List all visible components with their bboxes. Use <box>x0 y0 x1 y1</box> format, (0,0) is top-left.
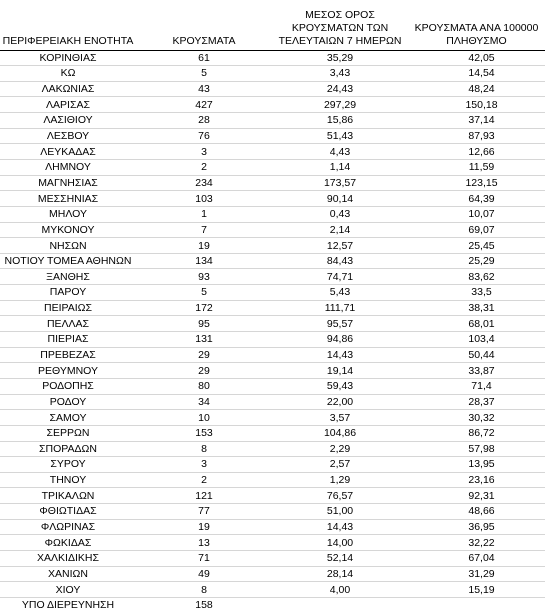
table-row <box>0 551 545 567</box>
cell-avg7: 5,43 <box>272 285 408 301</box>
cell-per100k: 67,04 <box>408 551 545 567</box>
cell-cases: 61 <box>136 50 272 66</box>
header-region: ΠΕΡΙΦΕΡΕΙΑΚΗ ΕΝΟΤΗΤΑ <box>2 34 134 47</box>
table-row <box>0 488 545 504</box>
table-row <box>0 363 545 379</box>
cell-region: ΛΑΚΩΝΙΑΣ <box>0 81 136 97</box>
cell-per100k: 14,54 <box>408 66 545 82</box>
cell-cases: 131 <box>136 332 272 348</box>
cell-avg7: 94,86 <box>272 332 408 348</box>
cell-region: ΚΟΡΙΝΘΙΑΣ <box>0 50 136 66</box>
cell-avg7: 12,57 <box>272 238 408 254</box>
cell-avg7: 2,57 <box>272 457 408 473</box>
cell-cases: 77 <box>136 504 272 520</box>
cell-avg7: 2,14 <box>272 222 408 238</box>
cell-avg7: 4,00 <box>272 582 408 598</box>
cell-region: ΦΛΩΡΙΝΑΣ <box>0 519 136 535</box>
table-row <box>0 472 545 488</box>
header-avg7-line1: ΜΕΣΟΣ ΟΡΟΣ <box>305 8 375 21</box>
table-row <box>0 222 545 238</box>
cell-region: ΞΑΝΘΗΣ <box>0 269 136 285</box>
cell-region: ΠΙΕΡΙΑΣ <box>0 332 136 348</box>
cell-cases: 427 <box>136 97 272 113</box>
cell-per100k: 10,07 <box>408 206 545 222</box>
table-row <box>0 175 545 191</box>
table-row <box>0 269 545 285</box>
cell-region: ΣΥΡΟΥ <box>0 457 136 473</box>
cell-cases: 5 <box>136 66 272 82</box>
header-row <box>0 0 545 50</box>
cell-avg7: 14,43 <box>272 347 408 363</box>
cell-avg7: 14,00 <box>272 535 408 551</box>
cell-region: ΥΠΟ ΔΙΕΡΕΥΝΗΣΗ <box>0 597 136 612</box>
cell-per100k: 123,15 <box>408 175 545 191</box>
cell-region: ΛΑΡΙΣΑΣ <box>0 97 136 113</box>
cell-cases: 29 <box>136 363 272 379</box>
cell-per100k: 36,95 <box>408 519 545 535</box>
cell-per100k: 68,01 <box>408 316 545 332</box>
cell-cases: 8 <box>136 441 272 457</box>
cell-avg7: 1,29 <box>272 472 408 488</box>
cell-avg7: 35,29 <box>272 50 408 66</box>
cell-per100k <box>408 597 545 612</box>
cell-per100k: 31,29 <box>408 566 545 582</box>
cell-region: ΛΕΥΚΑΔΑΣ <box>0 144 136 160</box>
cell-region: ΡΟΔΟΥ <box>0 394 136 410</box>
cell-per100k: 33,87 <box>408 363 545 379</box>
cell-region: ΧΑΝΙΩΝ <box>0 566 136 582</box>
cell-per100k: 28,37 <box>408 394 545 410</box>
cell-cases: 153 <box>136 425 272 441</box>
cell-avg7 <box>272 597 408 612</box>
cell-region: ΦΘΙΩΤΙΔΑΣ <box>0 504 136 520</box>
cell-avg7: 76,57 <box>272 488 408 504</box>
cell-avg7: 0,43 <box>272 206 408 222</box>
cell-per100k: 38,31 <box>408 300 545 316</box>
cell-per100k: 15,19 <box>408 582 545 598</box>
table-body <box>0 50 545 613</box>
cell-cases: 234 <box>136 175 272 191</box>
cell-cases: 1 <box>136 206 272 222</box>
cell-per100k: 13,95 <box>408 457 545 473</box>
cell-cases: 29 <box>136 347 272 363</box>
cell-per100k: 25,45 <box>408 238 545 254</box>
cell-per100k: 11,59 <box>408 159 545 175</box>
cell-avg7: 2,29 <box>272 441 408 457</box>
table-row <box>0 582 545 598</box>
table-row <box>0 535 545 551</box>
cell-cases: 34 <box>136 394 272 410</box>
cell-cases: 43 <box>136 81 272 97</box>
table-row <box>0 159 545 175</box>
cell-region: ΠΕΙΡΑΙΩΣ <box>0 300 136 316</box>
table-row <box>0 378 545 394</box>
cell-per100k: 37,14 <box>408 113 545 129</box>
cell-region: ΤΗΝΟΥ <box>0 472 136 488</box>
cell-region: ΧΙΟΥ <box>0 582 136 598</box>
cell-region: ΡΟΔΟΠΗΣ <box>0 378 136 394</box>
cell-per100k: 12,66 <box>408 144 545 160</box>
cell-per100k: 69,07 <box>408 222 545 238</box>
cell-per100k: 23,16 <box>408 472 545 488</box>
cell-avg7: 14,43 <box>272 519 408 535</box>
cell-avg7: 3,57 <box>272 410 408 426</box>
cell-cases: 3 <box>136 457 272 473</box>
cell-region: ΛΗΜΝΟΥ <box>0 159 136 175</box>
cell-cases: 80 <box>136 378 272 394</box>
cell-avg7: 3,43 <box>272 66 408 82</box>
table-row <box>0 66 545 82</box>
cell-cases: 76 <box>136 128 272 144</box>
cell-cases: 7 <box>136 222 272 238</box>
cell-avg7: 297,29 <box>272 97 408 113</box>
cell-region: ΝΟΤΙΟΥ ΤΟΜΕΑ ΑΘΗΝΩΝ <box>0 253 136 269</box>
header-avg7-line3: ΤΕΛΕΥΤΑΙΩΝ 7 ΗΜΕΡΩΝ <box>278 34 402 47</box>
cell-avg7: 74,71 <box>272 269 408 285</box>
cell-region: ΜΥΚΟΝΟΥ <box>0 222 136 238</box>
table-row <box>0 597 545 612</box>
cell-avg7: 28,14 <box>272 566 408 582</box>
cell-region: ΜΗΛΟΥ <box>0 206 136 222</box>
cell-per100k: 64,39 <box>408 191 545 207</box>
cell-cases: 134 <box>136 253 272 269</box>
cell-avg7: 15,86 <box>272 113 408 129</box>
cell-cases: 13 <box>136 535 272 551</box>
cell-cases: 103 <box>136 191 272 207</box>
cell-cases: 19 <box>136 519 272 535</box>
cell-avg7: 90,14 <box>272 191 408 207</box>
cell-region: ΛΕΣΒΟΥ <box>0 128 136 144</box>
header-avg7-line2: ΚΡΟΥΣΜΑΤΩΝ ΤΩΝ <box>291 21 389 34</box>
table-row <box>0 316 545 332</box>
cell-per100k: 33,5 <box>408 285 545 301</box>
cell-avg7: 24,43 <box>272 81 408 97</box>
table-row <box>0 97 545 113</box>
cell-avg7: 84,43 <box>272 253 408 269</box>
cell-cases: 2 <box>136 472 272 488</box>
cell-region: ΣΑΜΟΥ <box>0 410 136 426</box>
cell-avg7: 51,43 <box>272 128 408 144</box>
cell-region: ΣΕΡΡΩΝ <box>0 425 136 441</box>
cell-region: ΡΕΘΥΜΝΟΥ <box>0 363 136 379</box>
cell-per100k: 86,72 <box>408 425 545 441</box>
table-row <box>0 238 545 254</box>
cell-per100k: 48,24 <box>408 81 545 97</box>
cell-per100k: 42,05 <box>408 50 545 66</box>
table-row <box>0 410 545 426</box>
table-row <box>0 457 545 473</box>
cell-avg7: 173,57 <box>272 175 408 191</box>
cell-region: ΤΡΙΚΑΛΩΝ <box>0 488 136 504</box>
cell-avg7: 104,86 <box>272 425 408 441</box>
cell-cases: 93 <box>136 269 272 285</box>
cell-region: ΜΑΓΝΗΣΙΑΣ <box>0 175 136 191</box>
cell-per100k: 32,22 <box>408 535 545 551</box>
cell-region: ΠΡΕΒΕΖΑΣ <box>0 347 136 363</box>
cell-per100k: 25,29 <box>408 253 545 269</box>
table-row <box>0 144 545 160</box>
cell-region: ΠΑΡΟΥ <box>0 285 136 301</box>
cell-region: ΝΗΣΩΝ <box>0 238 136 254</box>
table-row <box>0 519 545 535</box>
cell-region: ΛΑΣΙΘΙΟΥ <box>0 113 136 129</box>
cell-cases: 19 <box>136 238 272 254</box>
table-row <box>0 50 545 66</box>
cell-region: ΣΠΟΡΑΔΩΝ <box>0 441 136 457</box>
cell-per100k: 92,31 <box>408 488 545 504</box>
cell-per100k: 83,62 <box>408 269 545 285</box>
table-row <box>0 206 545 222</box>
header-avg7 <box>272 0 408 50</box>
cell-cases: 121 <box>136 488 272 504</box>
cell-avg7: 52,14 <box>272 551 408 567</box>
cell-region: ΠΕΛΛΑΣ <box>0 316 136 332</box>
cell-avg7: 22,00 <box>272 394 408 410</box>
table-row <box>0 394 545 410</box>
cell-region: ΧΑΛΚΙΔΙΚΗΣ <box>0 551 136 567</box>
table-row <box>0 425 545 441</box>
cell-cases: 172 <box>136 300 272 316</box>
table-row <box>0 441 545 457</box>
table-row <box>0 113 545 129</box>
cell-per100k: 30,32 <box>408 410 545 426</box>
cell-region: ΚΩ <box>0 66 136 82</box>
cell-region: ΦΩΚΙΔΑΣ <box>0 535 136 551</box>
cell-avg7: 4,43 <box>272 144 408 160</box>
cell-cases: 71 <box>136 551 272 567</box>
cell-avg7: 19,14 <box>272 363 408 379</box>
cell-cases: 8 <box>136 582 272 598</box>
table-row <box>0 253 545 269</box>
table-row <box>0 285 545 301</box>
cell-per100k: 48,66 <box>408 504 545 520</box>
table-row <box>0 566 545 582</box>
header-per100k <box>408 0 545 50</box>
table-row <box>0 300 545 316</box>
table-row <box>0 128 545 144</box>
table-row <box>0 504 545 520</box>
cell-cases: 10 <box>136 410 272 426</box>
table-row <box>0 332 545 348</box>
cell-cases: 2 <box>136 159 272 175</box>
cell-avg7: 51,00 <box>272 504 408 520</box>
cell-cases: 28 <box>136 113 272 129</box>
cell-avg7: 59,43 <box>272 378 408 394</box>
table-row <box>0 347 545 363</box>
cell-cases: 5 <box>136 285 272 301</box>
cell-cases: 158 <box>136 597 272 612</box>
table-row <box>0 191 545 207</box>
cell-per100k: 71,4 <box>408 378 545 394</box>
table-row <box>0 81 545 97</box>
cell-avg7: 1,14 <box>272 159 408 175</box>
header-cases: ΚΡΟΥΣΜΑΤΑ <box>172 34 236 47</box>
header-per100k-line1: ΚΡΟΥΣΜΑΤΑ ΑΝΑ 100000 <box>414 21 539 34</box>
cell-cases: 49 <box>136 566 272 582</box>
cell-per100k: 150,18 <box>408 97 545 113</box>
cell-region: ΜΕΣΣΗΝΙΑΣ <box>0 191 136 207</box>
cell-avg7: 95,57 <box>272 316 408 332</box>
cell-per100k: 103,4 <box>408 332 545 348</box>
header-per100k-line2: ΠΛΗΘΥΣΜΟ <box>446 34 507 47</box>
cell-cases: 95 <box>136 316 272 332</box>
cell-avg7: 111,71 <box>272 300 408 316</box>
cell-per100k: 87,93 <box>408 128 545 144</box>
cell-cases: 3 <box>136 144 272 160</box>
cell-per100k: 57,98 <box>408 441 545 457</box>
cell-per100k: 50,44 <box>408 347 545 363</box>
